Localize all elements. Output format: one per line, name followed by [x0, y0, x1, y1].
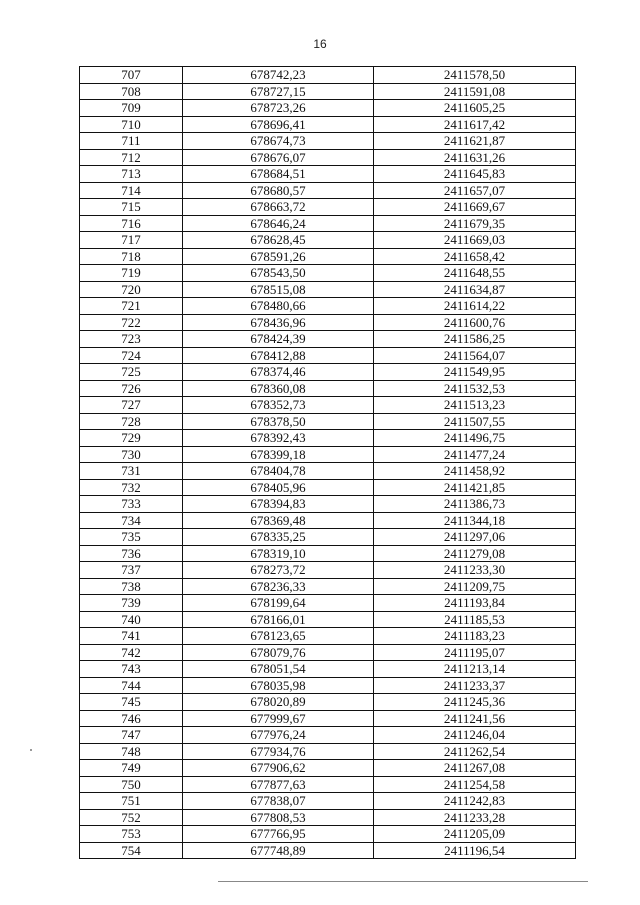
- x-coordinate-cell: 678723,26: [183, 100, 374, 117]
- point-number-cell: 735: [80, 529, 183, 546]
- y-coordinate-cell: 2411233,37: [374, 677, 576, 694]
- table-row: [80, 430, 576, 447]
- x-coordinate-cell: 678680,57: [183, 182, 374, 199]
- x-coordinate-cell: 677877,63: [183, 776, 374, 793]
- x-coordinate-cell: 678742,23: [183, 67, 374, 84]
- y-coordinate-cell: 2411621,87: [374, 133, 576, 150]
- y-coordinate-cell: 2411421,85: [374, 479, 576, 496]
- point-number-cell: 737: [80, 562, 183, 579]
- table-row: [80, 529, 576, 546]
- point-number-cell: 743: [80, 661, 183, 678]
- y-coordinate-cell: 2411657,07: [374, 182, 576, 199]
- page-bottom-rule: [218, 881, 588, 882]
- y-coordinate-cell: 2411631,26: [374, 149, 576, 166]
- y-coordinate-cell: 2411297,06: [374, 529, 576, 546]
- table-row: [80, 133, 576, 150]
- x-coordinate-cell: 678319,10: [183, 545, 374, 562]
- point-number-cell: 744: [80, 677, 183, 694]
- x-coordinate-cell: 678515,08: [183, 281, 374, 298]
- y-coordinate-cell: 2411241,56: [374, 710, 576, 727]
- table-row: [80, 611, 576, 628]
- point-number-cell: 707: [80, 67, 183, 84]
- point-number-cell: 748: [80, 743, 183, 760]
- x-coordinate-cell: 678352,73: [183, 397, 374, 414]
- point-number-cell: 722: [80, 314, 183, 331]
- y-coordinate-cell: 2411233,28: [374, 809, 576, 826]
- x-coordinate-cell: 677766,95: [183, 826, 374, 843]
- table-row: [80, 776, 576, 793]
- table-row: [80, 677, 576, 694]
- point-number-cell: 724: [80, 347, 183, 364]
- point-number-cell: 730: [80, 446, 183, 463]
- table-row: [80, 397, 576, 414]
- y-coordinate-cell: 2411196,54: [374, 842, 576, 859]
- point-number-cell: 741: [80, 628, 183, 645]
- x-coordinate-cell: 678020,89: [183, 694, 374, 711]
- y-coordinate-cell: 2411605,25: [374, 100, 576, 117]
- y-coordinate-cell: 2411496,75: [374, 430, 576, 447]
- y-coordinate-cell: 2411507,55: [374, 413, 576, 430]
- x-coordinate-cell: 677976,24: [183, 727, 374, 744]
- point-number-cell: 734: [80, 512, 183, 529]
- x-coordinate-cell: 678273,72: [183, 562, 374, 579]
- point-number-cell: 749: [80, 760, 183, 777]
- table-row: [80, 793, 576, 810]
- point-number-cell: 713: [80, 166, 183, 183]
- y-coordinate-cell: 2411183,23: [374, 628, 576, 645]
- point-number-cell: 738: [80, 578, 183, 595]
- y-coordinate-cell: 2411185,53: [374, 611, 576, 628]
- x-coordinate-cell: 678035,98: [183, 677, 374, 694]
- x-coordinate-cell: 678480,66: [183, 298, 374, 315]
- x-coordinate-cell: 678436,96: [183, 314, 374, 331]
- x-coordinate-cell: 678051,54: [183, 661, 374, 678]
- table-row: [80, 760, 576, 777]
- page-number: 16: [313, 37, 327, 51]
- y-coordinate-cell: 2411513,23: [374, 397, 576, 414]
- table-row: [80, 149, 576, 166]
- table-row: [80, 67, 576, 84]
- scan-speck: [30, 749, 32, 751]
- table-row: [80, 215, 576, 232]
- x-coordinate-cell: 677838,07: [183, 793, 374, 810]
- table-row: [80, 413, 576, 430]
- table-row: [80, 809, 576, 826]
- table-row: [80, 199, 576, 216]
- point-number-cell: 740: [80, 611, 183, 628]
- table-row: [80, 826, 576, 843]
- y-coordinate-cell: 2411195,07: [374, 644, 576, 661]
- point-number-cell: 745: [80, 694, 183, 711]
- x-coordinate-cell: 678166,01: [183, 611, 374, 628]
- x-coordinate-cell: 677999,67: [183, 710, 374, 727]
- point-number-cell: 754: [80, 842, 183, 859]
- point-number-cell: 719: [80, 265, 183, 282]
- table-row: [80, 644, 576, 661]
- x-coordinate-cell: 678378,50: [183, 413, 374, 430]
- x-coordinate-cell: 678628,45: [183, 232, 374, 249]
- coordinates-table-body: [80, 67, 576, 859]
- point-number-cell: 733: [80, 496, 183, 513]
- point-number-cell: 718: [80, 248, 183, 265]
- table-row: [80, 265, 576, 282]
- table-row: [80, 380, 576, 397]
- point-number-cell: 736: [80, 545, 183, 562]
- y-coordinate-cell: 2411209,75: [374, 578, 576, 595]
- y-coordinate-cell: 2411532,53: [374, 380, 576, 397]
- point-number-cell: 720: [80, 281, 183, 298]
- y-coordinate-cell: 2411564,07: [374, 347, 576, 364]
- point-number-cell: 747: [80, 727, 183, 744]
- y-coordinate-cell: 2411549,95: [374, 364, 576, 381]
- table-row: [80, 710, 576, 727]
- x-coordinate-cell: 678405,96: [183, 479, 374, 496]
- table-row: [80, 446, 576, 463]
- table-row: [80, 166, 576, 183]
- y-coordinate-cell: 2411669,03: [374, 232, 576, 249]
- y-coordinate-cell: 2411600,76: [374, 314, 576, 331]
- y-coordinate-cell: 2411648,55: [374, 265, 576, 282]
- x-coordinate-cell: 678236,33: [183, 578, 374, 595]
- point-number-cell: 731: [80, 463, 183, 480]
- table-row: [80, 116, 576, 133]
- table-row: [80, 314, 576, 331]
- x-coordinate-cell: 678394,83: [183, 496, 374, 513]
- x-coordinate-cell: 678674,73: [183, 133, 374, 150]
- table-row: [80, 83, 576, 100]
- y-coordinate-cell: 2411386,73: [374, 496, 576, 513]
- point-number-cell: 716: [80, 215, 183, 232]
- y-coordinate-cell: 2411205,09: [374, 826, 576, 843]
- table-row: [80, 562, 576, 579]
- point-number-cell: 732: [80, 479, 183, 496]
- x-coordinate-cell: 678412,88: [183, 347, 374, 364]
- y-coordinate-cell: 2411262,54: [374, 743, 576, 760]
- table-row: [80, 578, 576, 595]
- y-coordinate-cell: 2411669,67: [374, 199, 576, 216]
- x-coordinate-cell: 678079,76: [183, 644, 374, 661]
- table-row: [80, 331, 576, 348]
- table-row: [80, 281, 576, 298]
- x-coordinate-cell: 677748,89: [183, 842, 374, 859]
- table-row: [80, 347, 576, 364]
- table-row: [80, 364, 576, 381]
- table-row: [80, 479, 576, 496]
- table-row: [80, 248, 576, 265]
- x-coordinate-cell: 678591,26: [183, 248, 374, 265]
- x-coordinate-cell: 677934,76: [183, 743, 374, 760]
- x-coordinate-cell: 678374,46: [183, 364, 374, 381]
- x-coordinate-cell: 678392,43: [183, 430, 374, 447]
- table-row: [80, 628, 576, 645]
- y-coordinate-cell: 2411344,18: [374, 512, 576, 529]
- point-number-cell: 714: [80, 182, 183, 199]
- table-row: [80, 496, 576, 513]
- point-number-cell: 708: [80, 83, 183, 100]
- table-row: [80, 661, 576, 678]
- table-row: [80, 694, 576, 711]
- point-number-cell: 739: [80, 595, 183, 612]
- point-number-cell: 723: [80, 331, 183, 348]
- point-number-cell: 712: [80, 149, 183, 166]
- point-number-cell: 728: [80, 413, 183, 430]
- table-row: [80, 298, 576, 315]
- point-number-cell: 751: [80, 793, 183, 810]
- table-row: [80, 727, 576, 744]
- x-coordinate-cell: 678335,25: [183, 529, 374, 546]
- point-number-cell: 709: [80, 100, 183, 117]
- table-row: [80, 512, 576, 529]
- x-coordinate-cell: 678360,08: [183, 380, 374, 397]
- x-coordinate-cell: 678424,39: [183, 331, 374, 348]
- x-coordinate-cell: 678123,65: [183, 628, 374, 645]
- x-coordinate-cell: 678727,15: [183, 83, 374, 100]
- y-coordinate-cell: 2411617,42: [374, 116, 576, 133]
- table-row: [80, 232, 576, 249]
- x-coordinate-cell: 678646,24: [183, 215, 374, 232]
- x-coordinate-cell: 677808,53: [183, 809, 374, 826]
- table-row: [80, 842, 576, 859]
- y-coordinate-cell: 2411242,83: [374, 793, 576, 810]
- y-coordinate-cell: 2411193,84: [374, 595, 576, 612]
- point-number-cell: 725: [80, 364, 183, 381]
- table-row: [80, 100, 576, 117]
- coordinates-table: [79, 66, 576, 859]
- point-number-cell: 727: [80, 397, 183, 414]
- point-number-cell: 711: [80, 133, 183, 150]
- y-coordinate-cell: 2411586,25: [374, 331, 576, 348]
- x-coordinate-cell: 678199,64: [183, 595, 374, 612]
- table-row: [80, 595, 576, 612]
- y-coordinate-cell: 2411679,35: [374, 215, 576, 232]
- point-number-cell: 753: [80, 826, 183, 843]
- x-coordinate-cell: 677906,62: [183, 760, 374, 777]
- y-coordinate-cell: 2411254,58: [374, 776, 576, 793]
- y-coordinate-cell: 2411614,22: [374, 298, 576, 315]
- point-number-cell: 726: [80, 380, 183, 397]
- y-coordinate-cell: 2411279,08: [374, 545, 576, 562]
- table-row: [80, 545, 576, 562]
- x-coordinate-cell: 678404,78: [183, 463, 374, 480]
- point-number-cell: 729: [80, 430, 183, 447]
- x-coordinate-cell: 678369,48: [183, 512, 374, 529]
- y-coordinate-cell: 2411458,92: [374, 463, 576, 480]
- point-number-cell: 721: [80, 298, 183, 315]
- table-row: [80, 182, 576, 199]
- point-number-cell: 710: [80, 116, 183, 133]
- y-coordinate-cell: 2411245,36: [374, 694, 576, 711]
- point-number-cell: 715: [80, 199, 183, 216]
- table-row: [80, 463, 576, 480]
- y-coordinate-cell: 2411246,04: [374, 727, 576, 744]
- x-coordinate-cell: 678399,18: [183, 446, 374, 463]
- point-number-cell: 752: [80, 809, 183, 826]
- y-coordinate-cell: 2411213,14: [374, 661, 576, 678]
- y-coordinate-cell: 2411578,50: [374, 67, 576, 84]
- point-number-cell: 746: [80, 710, 183, 727]
- point-number-cell: 717: [80, 232, 183, 249]
- y-coordinate-cell: 2411233,30: [374, 562, 576, 579]
- x-coordinate-cell: 678676,07: [183, 149, 374, 166]
- x-coordinate-cell: 678663,72: [183, 199, 374, 216]
- y-coordinate-cell: 2411267,08: [374, 760, 576, 777]
- y-coordinate-cell: 2411634,87: [374, 281, 576, 298]
- y-coordinate-cell: 2411591,08: [374, 83, 576, 100]
- y-coordinate-cell: 2411477,24: [374, 446, 576, 463]
- y-coordinate-cell: 2411645,83: [374, 166, 576, 183]
- y-coordinate-cell: 2411658,42: [374, 248, 576, 265]
- point-number-cell: 742: [80, 644, 183, 661]
- point-number-cell: 750: [80, 776, 183, 793]
- x-coordinate-cell: 678684,51: [183, 166, 374, 183]
- x-coordinate-cell: 678543,50: [183, 265, 374, 282]
- x-coordinate-cell: 678696,41: [183, 116, 374, 133]
- table-row: [80, 743, 576, 760]
